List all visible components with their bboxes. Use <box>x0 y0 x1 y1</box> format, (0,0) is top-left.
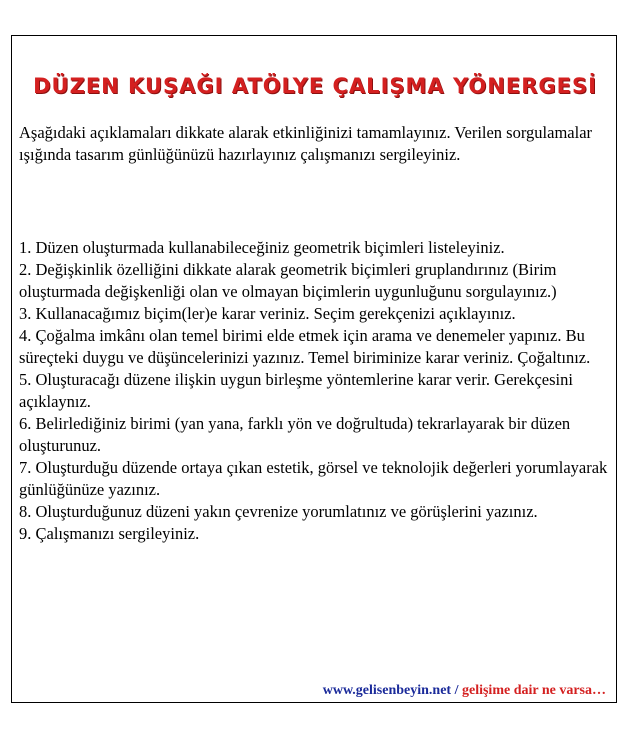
instruction-list <box>19 237 609 545</box>
document-title: DÜZEN KUŞAĞI ATÖLYE ÇALIŞMA YÖNERGESİ <box>33 74 597 98</box>
list-item: 6. Belirlediğiniz birimi (yan yana, farklı yön ve doğrultuda) tekrarlayarak bir düzen oluşturunuz. <box>19 414 571 455</box>
footer-signature <box>12 683 606 699</box>
list-item: 5. Oluşturacağı düzene ilişkin uygun birleşme yöntemlerine karar verir. Gerekçesini açıklaynız. <box>19 370 573 411</box>
list-item: 2. Değişkinlik özelliğini dikkate alarak geometrik biçimleri gruplandırınız (Birim oluşturmada değişkenliği olan ve olmayan biçimlerin uygunluğunu sorgulayınız.) <box>19 260 557 301</box>
footer-slogan: gelişime dair ne varsa… <box>461 683 606 698</box>
list-item: 3. Kullanacağımız biçim(ler)e karar veriniz. Seçim gerekçenizi açıklayınız. <box>19 304 516 323</box>
site-link[interactable]: www.gelisenbeyin.net <box>322 683 452 698</box>
document-frame <box>11 35 617 703</box>
list-item: 1. Düzen oluşturmada kullanabileceğiniz geometrik biçimleri listeleyiniz. <box>19 238 505 257</box>
list-item: 8. Oluşturduğunuz düzeni yakın çevrenize yorumlatınız ve görüşlerini yazınız. <box>19 502 538 521</box>
list-item: 9. Çalışmanızı sergileyiniz. <box>19 524 200 543</box>
intro-paragraph: Aşağıdaki açıklamaları dikkate alarak etkinliğinizi tamamlayınız. Verilen sorgulamalar ışığında tasarım günlüğünüzü hazırlayınız çalışmanızı sergileyiniz. <box>19 123 593 164</box>
footer-separator: / <box>451 683 462 698</box>
list-item: 7. Oluşturduğu düzende ortaya çıkan estetik, görsel ve teknolojik değerleri yorumlayarak günlüğünüze yazınız. <box>19 458 608 499</box>
list-item: 4. Çoğalma imkânı olan temel birimi elde etmek için arama ve denemeler yapınız. Bu süreçteki duygu ve düşüncelerinizi yazınız. Temel biriminize karar veriniz. Çoğaltınız. <box>19 326 591 367</box>
